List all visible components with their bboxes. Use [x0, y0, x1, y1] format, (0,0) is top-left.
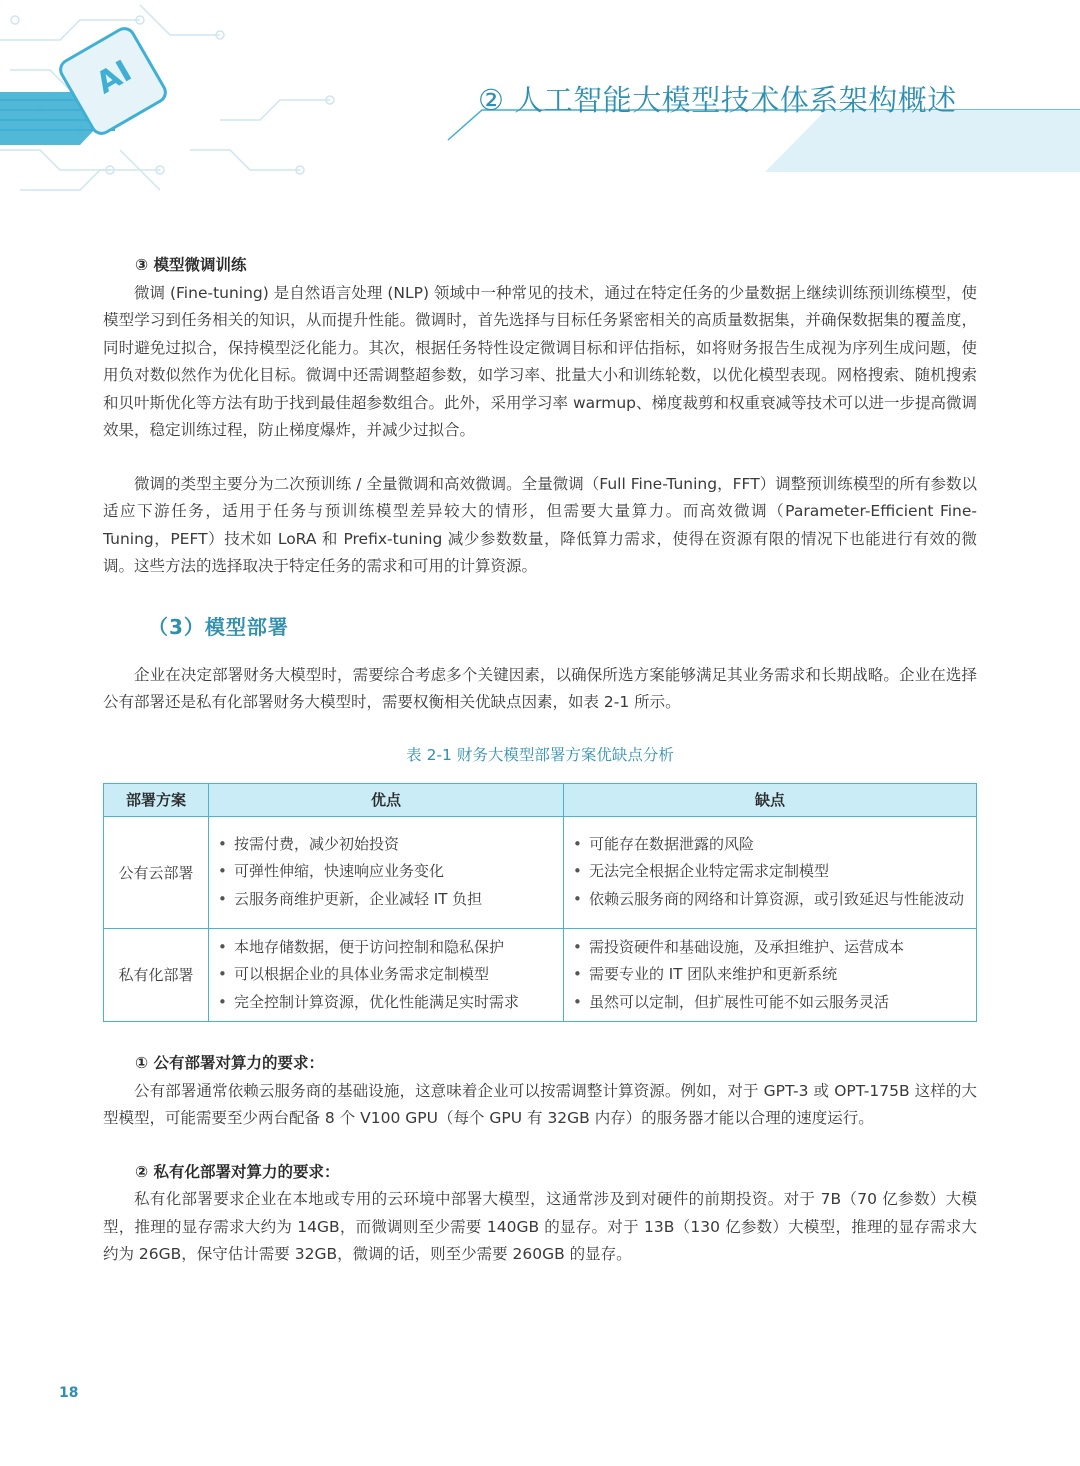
header-light-panel [765, 110, 1080, 172]
list-item: • 无法完全根据企业特定需求定制模型 [573, 858, 969, 886]
list-item: • 本地存储数据，便于访问控制和隐私保护 [218, 934, 556, 962]
table-row [104, 816, 977, 928]
finetune-paragraph-2: 微调的类型主要分为二次预训练 / 全量微调和高效微调。全量微调（Full Fine-Tuning，FFT）调整预训练模型的所有参数以适应下游任务，适用于任务与预训练模型差异较大的情形，但需要大量算力。而高效微调（Parameter-Efficient Fine-Tuning，PEFT）技术如 LoRA 和 Prefix-tuning 减少参数数量，降低算力需求，使得在资源有限的情况下也能进行有效的微调。这些方法的选择取决于特定任务的需求和可用的计算资源。 [103, 474, 977, 575]
deploy-paragraph: 企业在决定部署财务大模型时，需要综合考虑多个关键因素，以确保所选方案能够满足其业务需求和长期战略。企业在选择公有部署还是私有化部署财务大模型时，需要权衡相关优缺点因素，如表 2-1 所示。 [103, 665, 977, 711]
pros-cell [209, 928, 564, 1022]
public-compute-heading: ① 公有部署对算力的要求： [135, 1054, 325, 1072]
list-item: • 按需付费，减少初始投资 [218, 831, 556, 859]
list-item: • 依赖云服务商的网络和计算资源，或引致延迟与性能波动 [573, 886, 969, 914]
row-label-public: 公有云部署 [104, 816, 209, 928]
row-label-private: 私有化部署 [104, 928, 209, 1022]
ai-chip-label: AI [90, 53, 138, 102]
list-item: • 可以根据企业的具体业务需求定制模型 [218, 961, 556, 989]
chapter-title: ② 人工智能大模型技术体系架构概述 [478, 83, 957, 117]
private-compute-heading: ② 私有化部署对算力的要求： [135, 1162, 340, 1181]
cons-cell [564, 928, 977, 1022]
list-item: • 虽然可以定制，但扩展性可能不如云服务灵活 [573, 989, 969, 1017]
private-compute-paragraph: 私有化部署要求企业在本地或专用的云环境中部署大模型，这通常涉及到对硬件的前期投资。对于 7B（70 亿参数）大模型，推理的显存需求大约为 14GB，而微调则至少需要 140GB 的显存。对于 13B（130 亿参数）大模型，推理的显存需求大约为 26GB，保守估计需要 32GB，微调的话，则至少需要 260GB 的显存。 [103, 1190, 977, 1263]
list-item: • 需投资硬件和基础设施，及承担维护、运营成本 [573, 934, 969, 962]
deploy-section-title: （3）模型部署 [148, 614, 289, 639]
list-item: • 可弹性伸缩，快速响应业务变化 [218, 858, 556, 886]
table-header-row [104, 783, 977, 816]
finetune-heading: ③ 模型微调训练 [135, 256, 247, 274]
pros-cell [209, 816, 564, 928]
table-row [104, 928, 977, 1022]
page-number: 18 [59, 1385, 79, 1401]
list-item: • 完全控制计算资源，优化性能满足实时需求 [218, 989, 556, 1017]
list-item: • 可能存在数据泄露的风险 [573, 831, 969, 859]
list-item: • 需要专业的 IT 团队来维护和更新系统 [573, 961, 969, 989]
finetune-paragraph-1: 微调 (Fine-tuning) 是自然语言处理 (NLP) 领域中一种常见的技术，通过在特定任务的少量数据上继续训练预训练模型，使模型学习到任务相关的知识，从而提升性能。微调时，首先选择与目标任务紧密相关的高质量数据集，并确保数据集的覆盖度，同时避免过拟合，保持模型泛化能力。其次，根据任务特性设定微调目标和评估指标，如将财务报告生成视为序列生成问题，使用负对数似然作为优化目标。微调中还需调整超参数，如学习率、批量大小和训练轮数，以优化模型表现。网格搜索、随机搜索和贝叶斯优化等方法有助于找到最佳超参数组合。此外，采用学习率 warmup、梯度裁剪和权重衰减等技术可以进一步提高微调效果，稳定训练过程，防止梯度爆炸，并减少过拟合。 [103, 283, 977, 439]
main-content [103, 252, 977, 1269]
header-scheme: 部署方案 [104, 783, 209, 816]
header-cons: 缺点 [564, 783, 977, 816]
table-caption: 表 2-1 财务大模型部署方案优缺点分析 [406, 745, 674, 764]
deployment-table [103, 783, 977, 1023]
cons-cell [564, 816, 977, 928]
list-item: • 云服务商维护更新，企业减轻 IT 负担 [218, 886, 556, 914]
header-pros: 优点 [209, 783, 564, 816]
public-compute-paragraph: 公有部署通常依赖云服务商的基础设施，这意味着企业可以按需调整计算资源。例如，对于 GPT-3 或 OPT-175B 这样的大型模型，可能需要至少两台配备 8 个 V100 GPU（每个 GPU 有 32GB 内存）的服务器才能以合理的速度运行。 [103, 1081, 977, 1127]
